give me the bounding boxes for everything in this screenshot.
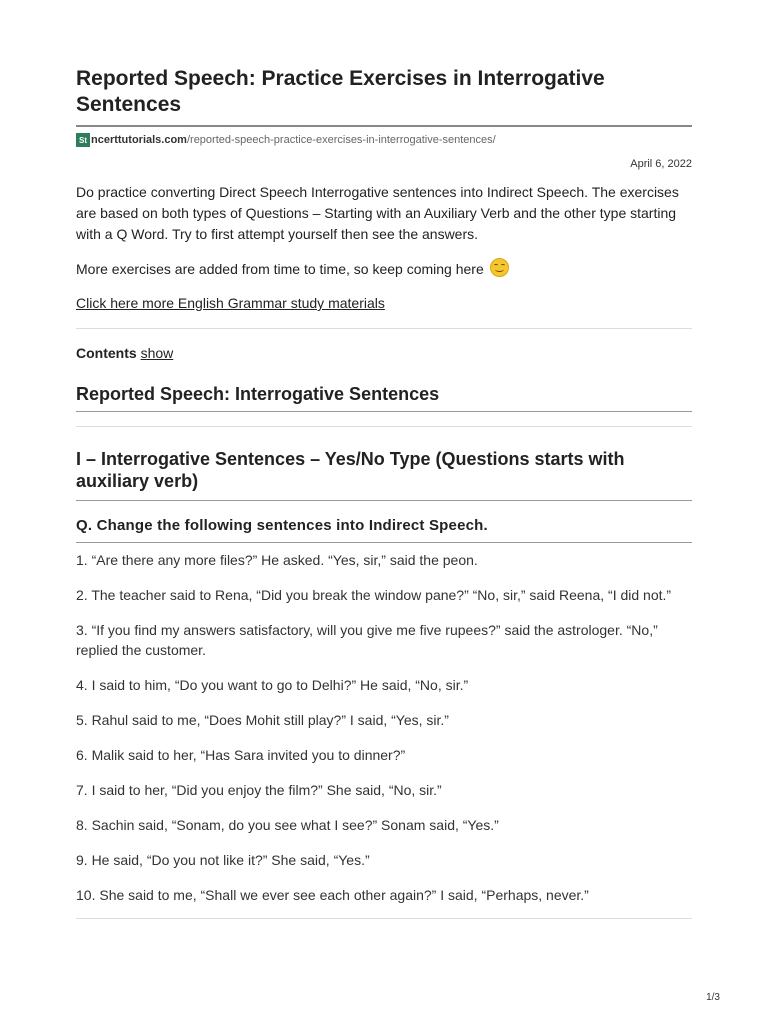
- question-item: 7. I said to her, “Did you enjoy the film?” She said, “No, sir.”: [76, 782, 442, 798]
- more-exercises-text: More exercises are added from time to time, so keep coming here: [76, 261, 484, 277]
- grammar-materials-link[interactable]: Click here more English Grammar study materials: [76, 295, 385, 311]
- instruction-rule: [76, 542, 692, 543]
- question-item: 6. Malik said to her, “Has Sara invited you to dinner?”: [76, 747, 406, 763]
- subsection-heading-rule: [76, 500, 692, 501]
- exercise-instruction: Q. Change the following sentences into Indirect Speech.: [76, 517, 488, 534]
- divider: [76, 918, 692, 919]
- question-item: 9. He said, “Do you not like it?” She said, “Yes.”: [76, 852, 370, 868]
- publish-date: April 6, 2022: [630, 158, 692, 170]
- question-item: 10. She said to me, “Shall we ever see each other again?” I said, “Perhaps, never.”: [76, 887, 589, 903]
- grammar-link-paragraph: [76, 293, 692, 314]
- contents-label: Contents: [76, 345, 137, 361]
- question-item: 3. “If you find my answers satisfactory, will you give me five rupees?” said the astrologer. “No,” replied the customer.: [76, 622, 658, 658]
- question-item: 5. Rahul said to me, “Does Mohit still play?” I said, “Yes, sir.”: [76, 712, 449, 728]
- title-divider: [76, 125, 692, 127]
- source-path: /reported-speech-practice-exercises-in-interrogative-sentences/: [186, 134, 496, 146]
- question-item: 1. “Are there any more files?” He asked. “Yes, sir,” said the peon.: [76, 552, 478, 568]
- page-title: Reported Speech: Practice Exercises in Interrogative Sentences: [76, 67, 605, 116]
- table-of-contents: [76, 344, 692, 362]
- section-heading: Reported Speech: Interrogative Sentences: [76, 384, 440, 404]
- question-item: 2. The teacher said to Rena, “Did you break the window pane?” “No, sir,” said Reena, “I did not.”: [76, 587, 672, 603]
- subsection-heading: I – Interrogative Sentences – Yes/No Type (Questions starts with auxiliary verb): [76, 449, 625, 491]
- question-item: 8. Sachin said, “Sonam, do you see what I see?” Sonam said, “Yes.”: [76, 817, 499, 833]
- contents-show-toggle[interactable]: show: [140, 345, 174, 361]
- page-number: 1/3: [706, 992, 720, 1003]
- divider: [76, 328, 692, 329]
- source-domain: ncerttutorials.com: [91, 134, 187, 146]
- question-item: 4. I said to him, “Do you want to go to Delhi?” He said, “No, sir.”: [76, 677, 469, 693]
- intro-paragraph: Do practice converting Direct Speech Interrogative sentences into Indirect Speech. The exercises are based on both types of Questions – Starting with an Auxiliary Verb and the other type starting with a Q Word. Try to first attempt yourself then see the answers.: [76, 184, 679, 242]
- source-url[interactable]: [76, 132, 692, 148]
- site-logo-icon: St: [76, 133, 90, 147]
- more-exercises-paragraph: [76, 258, 692, 280]
- smile-emoji-icon: [490, 258, 509, 277]
- question-list: [76, 550, 692, 905]
- section-heading-rule: [76, 411, 692, 412]
- article: [76, 0, 692, 919]
- divider: [76, 426, 692, 427]
